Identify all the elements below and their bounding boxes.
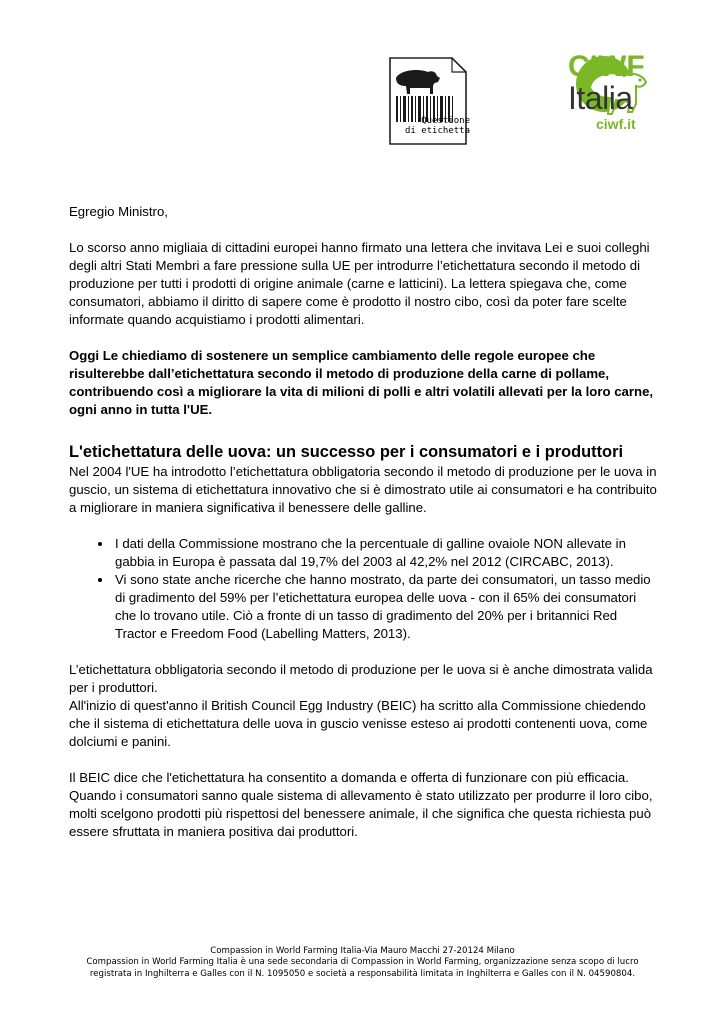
paragraph-producers: L’etichettatura obbligatoria secondo il metodo di produzione per le uova si è anche dimostrata valida per i produttori. <box>69 662 653 695</box>
label-question-logo <box>388 56 468 146</box>
bullet-item: • Vi sono state anche ricerche che hanno mostrato, da parte dei consumatori, un tasso medio di gradimento del 59% per l’etichettatura europea delle uova - con il 65% dei consumatori che lo trovano utile. Ciò a fronte di un tasso di gradimento del 20% per i britannici Red Tractor e Freedom Food (Labelling Matters, 2013). <box>113 571 659 643</box>
ciwf-logo <box>476 52 654 147</box>
paragraph-request: Oggi Le chiediamo di sostenere un semplice cambiamento delle regole europee che risulterebbe dall’etichettatura secondo il metodo di produzione della carne di pollame, contribuendo così a migliorare la vita di milioni di polli e altri volatili allevati per la loro carne, ogni anno in tutta l'UE. <box>69 348 654 417</box>
letter-body <box>69 203 659 859</box>
bullet-list <box>69 535 659 643</box>
ciwf-country: Italia <box>568 80 633 116</box>
label-question-text <box>404 116 470 136</box>
paragraph-intro: Lo scorso anno migliaia di cittadini europei hanno firmato una lettera che invitava Lei e suoi colleghi degli altri Stati Membri a fare pressione sulla UE per introdurre l’etichettatura secondo il metodo di produzione per tutti i prodotti di origine animale (carne e latticini). La lettera spiegava che, come consumatori, abbiamo il diritto di sapere come è prodotto il nostro cibo, così da poter fare scelte informate quando acquistiamo i prodotti alimentari. <box>69 240 650 327</box>
section-heading: L'etichettatura delle uova: un successo per i consumatori e i produttori <box>69 443 624 461</box>
ciwf-site: ciwf.it <box>596 116 636 132</box>
bullet-item: • I dati della Commissione mostrano che la percentuale di galline ovaiole NON allevate in gabbia in Europa è passata dal 19,7% del 2003 al 42,2% nel 2012 (CIRCABC, 2013). <box>113 535 659 571</box>
paragraph-beic-request: All'inizio di quest'anno il British Council Egg Industry (BEIC) ha scritto alla Commissione chiedendo che il sistema di etichettatura delle uova in guscio venisse esteso ai prodotti contenenti uova, come dolciumi e panini. <box>69 698 648 749</box>
ciwf-brand: CIWF <box>568 50 645 83</box>
footer <box>0 946 725 980</box>
footer-address: Compassion in World Farming Italia-Via Mauro Macchi 27-20124 Milano <box>210 946 515 956</box>
salutation: Egregio Ministro, <box>69 204 168 219</box>
paragraph-egg-labelling: Nel 2004 l'UE ha introdotto l’etichettatura obbligatoria secondo il metodo di produzione per le uova in guscio, un sistema di etichettatura innovativo che si è dimostrato utile ai consumatori e ha contribuito a migliorare in maniera significativa il benessere delle galline. <box>69 464 657 515</box>
footer-legal-line2: registrata in Inghilterra e Galles con il N. 1095050 e società a responsabilità limitata in Inghilterra e Galles con il N. 04590804. <box>89 968 636 979</box>
footer-legal-line1: Compassion in World Farming Italia è una sede secondaria di Compassion in World Farming, organizzazione senza scopo di lucro <box>86 957 639 968</box>
label-question-line1: Questione <box>421 116 470 126</box>
paragraph-beic-effect: Il BEIC dice che l'etichettatura ha consentito a domanda e offerta di funzionare con più efficacia. Quando i consumatori sanno quale sistema di allevamento è stato utilizzato per produrre il loro cibo, molti scelgono prodotti più rispettosi del benessere animale, il che significa che questa richiesta può essere sfruttata in maniera positiva dai produttori. <box>69 770 653 839</box>
header-logos <box>388 52 653 147</box>
label-question-line2: di etichetta <box>404 126 470 136</box>
